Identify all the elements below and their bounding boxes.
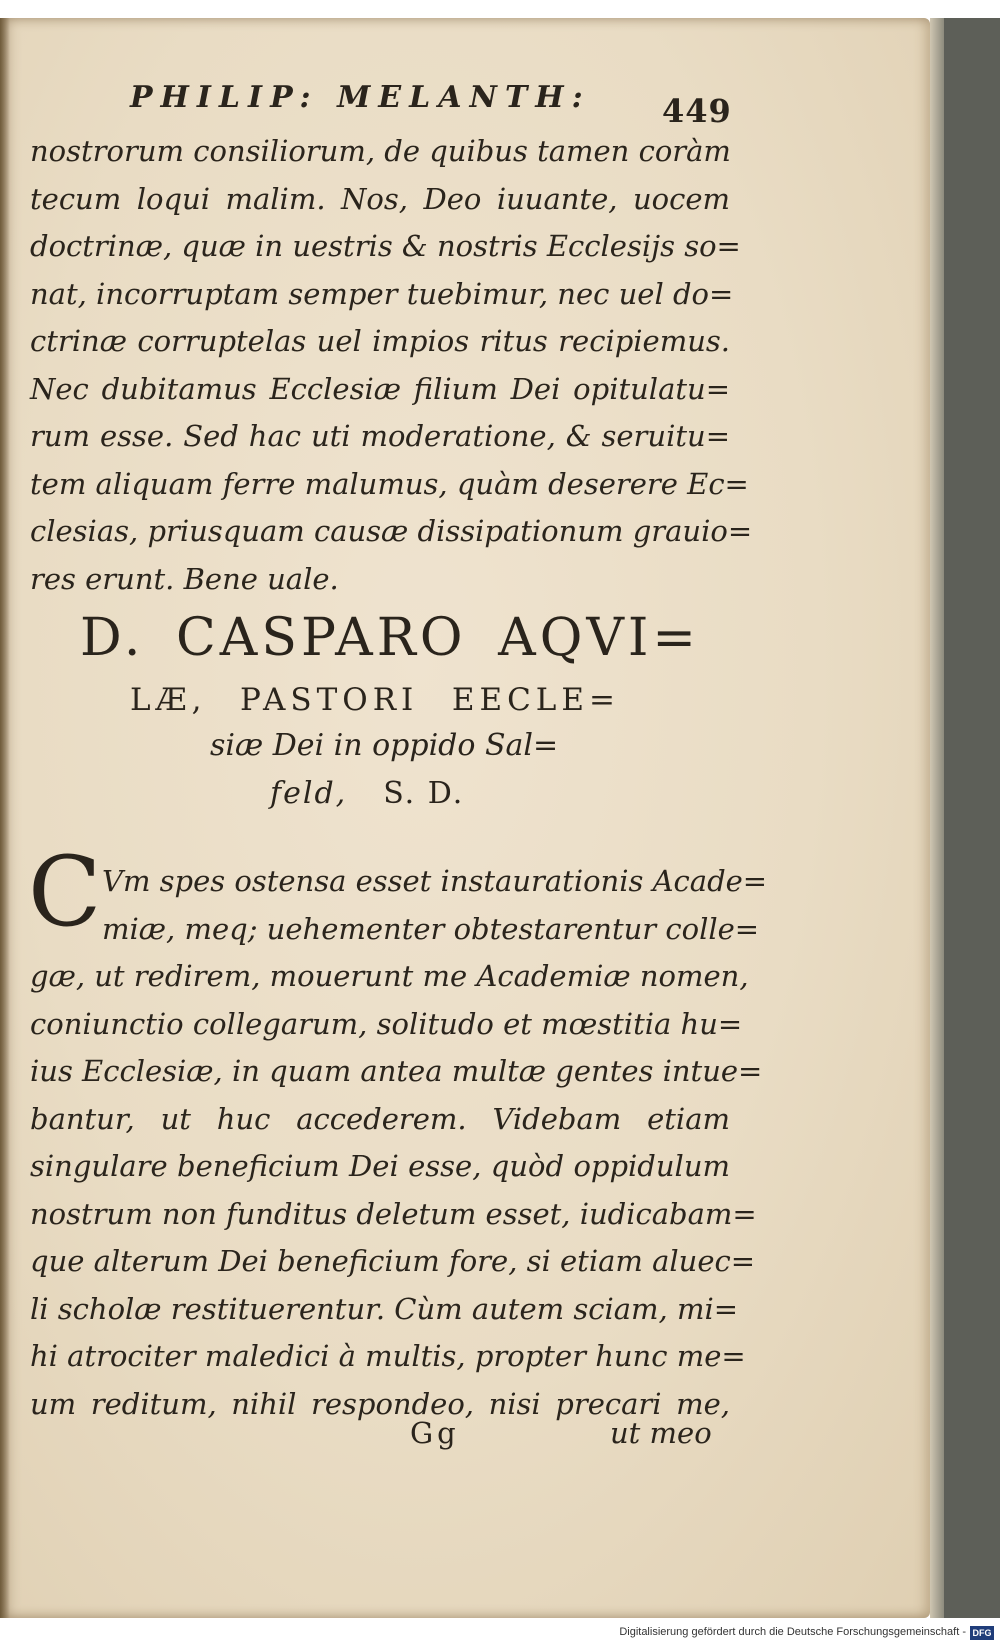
text-line: bantur, ut huc accederem. Videbam etiam bbox=[30, 1101, 730, 1136]
letter-heading-line-3: siæ Dei in oppido Sal= bbox=[210, 728, 559, 763]
text-line: clesias, priusquam causæ dissipationum grauio= bbox=[30, 514, 753, 548]
text-line: que alterum Dei beneficium fore, si etiam aluec= bbox=[30, 1244, 756, 1278]
text-line: singulare beneficium Dei esse, quòd oppidulum bbox=[30, 1149, 730, 1183]
text-line: nostrorum consiliorum, de quibus tamen coràm bbox=[30, 134, 731, 168]
text-line: tecum loqui malim. Nos, Deo iuuante, uocem bbox=[30, 181, 730, 216]
signature-mark: Gg bbox=[410, 1416, 460, 1450]
letter-heading-line-4 bbox=[270, 776, 464, 811]
text-line: Nec dubitamus Ecclesiæ filium Dei opitulatu= bbox=[30, 371, 730, 406]
text-line: um reditum, nihil respondeo, nisi precari me, bbox=[30, 1386, 730, 1421]
text-line: li scholæ restituerentur. Cùm autem sciam, mi= bbox=[30, 1291, 739, 1326]
text-line: rum esse. Sed hac uti moderatione, & seruitu= bbox=[30, 419, 730, 453]
text-line: ius Ecclesiæ, in quam antea multæ gentes intue= bbox=[30, 1054, 763, 1088]
text-line: doctrinæ, quæ in uestris & nostris Ecclesijs so= bbox=[30, 229, 741, 263]
text-line: tem aliquam ferre malumus, quàm deserere Ec= bbox=[30, 466, 749, 501]
text-line: ctrinæ corruptelas uel impios ritus recipiemus. bbox=[30, 324, 730, 358]
letter-heading-line-1: D. CASPARO AQVI= bbox=[80, 608, 700, 668]
text-line: hi atrociter maledici à multis, propter hunc me= bbox=[30, 1339, 746, 1373]
heading-place: feld, bbox=[270, 776, 348, 811]
footer-bar bbox=[0, 1624, 1000, 1646]
letter-ending-paragraph bbox=[30, 128, 753, 603]
scan-backdrop bbox=[930, 18, 1000, 1618]
text-line: Vm spes ostensa esset instaurationis Acade= bbox=[102, 864, 768, 898]
funding-notice: Digitalisierung gefördert durch die Deutsche Forschungsgemeinschaft - bbox=[619, 1626, 966, 1638]
page-text-area bbox=[0, 18, 930, 1618]
letter-heading-line-2: LÆ, PASTORI EECLE= bbox=[130, 682, 620, 718]
dfg-logo: DFG bbox=[970, 1626, 994, 1640]
letter-body-paragraph bbox=[30, 858, 768, 1428]
catchword: ut meo bbox=[610, 1416, 712, 1450]
text-line-last: res erunt. Bene uale. bbox=[30, 561, 339, 596]
text-line: coniunctio collegarum, solitudo et mœstitia hu= bbox=[30, 1006, 743, 1041]
page-number: 449 bbox=[662, 92, 732, 130]
page-edge bbox=[930, 18, 944, 1618]
drop-capital: C bbox=[28, 836, 102, 948]
text-line: nat, incorruptam semper tuebimur, nec uel do= bbox=[30, 276, 734, 311]
book-page bbox=[0, 18, 930, 1618]
text-line: gæ, ut redirem, mouerunt me Academiæ nomen, bbox=[30, 959, 749, 993]
salutation-abbrev: S. D. bbox=[383, 776, 465, 811]
text-line: nostrum non funditus deletum esset, iudicabam= bbox=[30, 1196, 757, 1231]
text-line: miæ, meq; uehementer obtestarentur colle= bbox=[102, 911, 760, 946]
running-head: PHILIP: MELANTH: bbox=[130, 80, 591, 115]
